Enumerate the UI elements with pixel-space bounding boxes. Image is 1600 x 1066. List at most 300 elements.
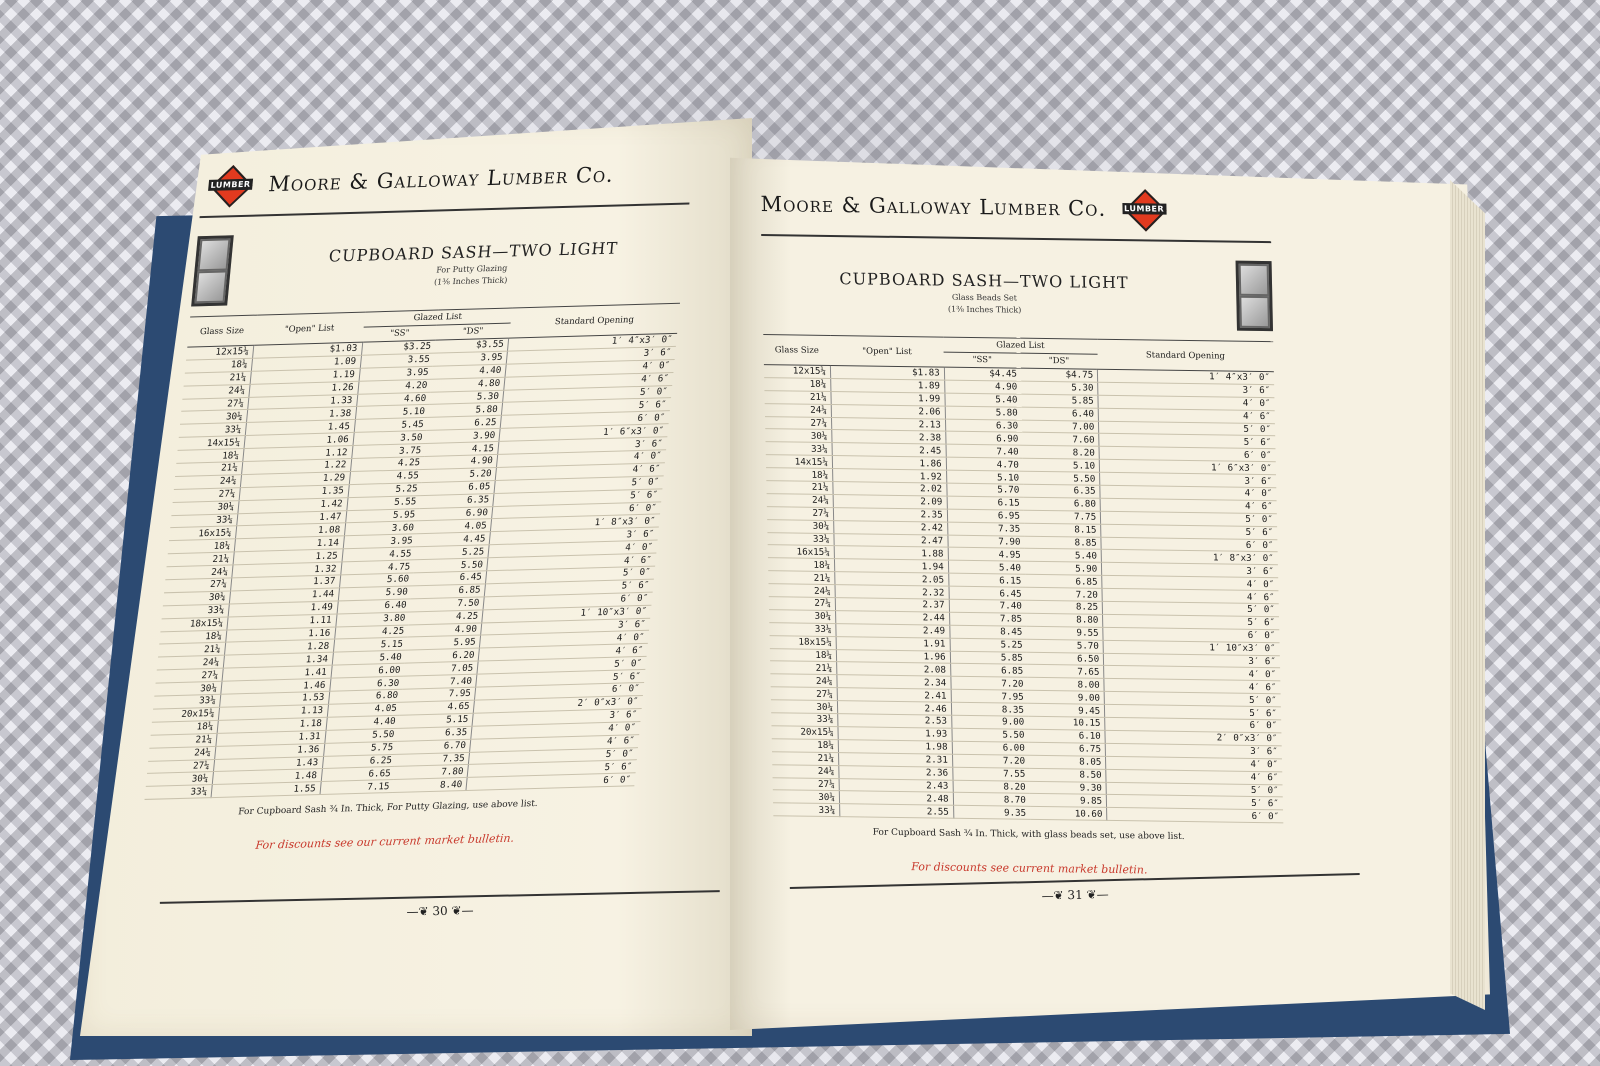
cell-gs: 14x15¼ [178,436,246,451]
cell-op: 2.13 [831,417,945,431]
cell-op: 1.14 [234,536,344,552]
cell-ss: 7.20 [951,677,1028,691]
cell-gs: 21¼ [764,390,831,404]
cell-std: 1′ 6″x3′ 0″ [1100,460,1277,475]
cell-gs: 33¼ [767,532,834,546]
cell-ds: 6.25 [427,416,501,431]
cell-ss: 4.60 [356,392,430,407]
cell-ds: 6.85 [1025,574,1102,588]
cell-ss: 4.75 [340,560,414,575]
cell-ss: 4.40 [326,715,400,730]
cell-ds: 6.10 [1028,729,1105,743]
cell-ds: 5.15 [399,713,473,728]
cell-std: 1′ 8″x3′ 0″ [1101,550,1278,565]
cell-gs: 27¼ [773,777,840,791]
cell-ss: 3.95 [343,534,417,549]
cell-op: 2.09 [833,494,947,508]
left-header [200,146,695,218]
company-name: Moore & Galloway Lumber Co. [267,162,616,197]
cell-ds: 5.20 [422,467,496,482]
cell-ss: 7.15 [320,780,394,795]
cell-ds: 4.05 [417,519,491,534]
cell-ss: 7.40 [949,599,1026,613]
cell-ss: 8.45 [949,625,1026,639]
cell-op: 1.94 [834,559,948,573]
cell-ds: 7.50 [410,597,484,612]
cell-ss: 6.15 [948,573,1025,587]
cell-ss: 6.85 [950,664,1027,678]
cell-ss: 7.20 [952,754,1029,768]
cell-op: 2.44 [836,611,950,625]
cell-ss: 4.20 [357,379,431,394]
cell-std: 3′ 6″ [1102,563,1279,578]
right-title-row [762,254,1273,331]
cell-ds: 5.85 [1021,394,1098,408]
cell-op: 1.12 [243,446,353,462]
cell-std: 5′ 0″ [477,657,646,675]
cell-ss: 5.40 [948,561,1025,575]
cell-ds: 6.05 [421,480,495,495]
cell-gs: 20x15¼ [771,726,838,740]
cell-ds: 8.40 [393,778,467,793]
lumber-logo-icon: LUMBER [201,169,260,201]
cell-op: 2.36 [839,765,953,779]
cell-gs: 21¼ [149,733,217,748]
cell-ss: 6.25 [322,754,396,769]
cell-ds: 5.90 [1025,562,1102,576]
cell-op: 1.38 [246,407,356,423]
cell-op: 2.35 [833,507,947,521]
cell-std: 5′ 6″ [493,489,662,507]
cell-gs: 18¼ [159,630,227,645]
cell-std: 6′ 0″ [1107,808,1284,823]
page-edges [1450,180,1485,1010]
right-header [760,178,1271,243]
cell-ds: 7.65 [1027,665,1104,679]
cell-op: 1.08 [235,523,345,539]
cell-ss: 6.30 [329,676,403,691]
cell-gs: 12x15¼ [186,345,254,360]
cell-op: 2.47 [834,533,948,547]
cell-gs: 33¼ [162,604,230,619]
cell-op: 1.28 [224,640,334,656]
cell-ss: 3.50 [353,431,427,446]
cell-ss: 6.40 [337,599,411,614]
cell-gs: 27¼ [147,759,215,774]
cell-ss: 4.25 [350,456,424,471]
page-number: —❦ 31 ❦— [1041,887,1109,903]
cell-op: 1.29 [240,471,350,487]
cell-op: 2.53 [838,714,952,728]
cell-ss: 6.45 [949,586,1026,600]
cell-std: 5′ 0″ [1101,511,1278,526]
cell-op: 1.92 [833,469,947,483]
cell-ss: 7.90 [948,535,1025,549]
cell-ss: 8.70 [953,793,1030,807]
cell-ss: 9.35 [953,806,1030,820]
cell-gs: 21¼ [158,643,226,658]
company-name: Moore & Galloway Lumber Co. [760,192,1107,221]
cell-ss: 4.05 [327,702,401,717]
cell-ds: 8.15 [1024,523,1101,537]
cell-ds: 6.35 [420,493,494,508]
cell-std: 6′ 0″ [1103,627,1280,642]
cell-op: 2.49 [836,623,950,637]
cell-ds: 7.60 [1022,433,1099,447]
cell-op: 1.96 [836,649,950,663]
cell-std: 4′ 6″ [1100,498,1277,513]
cell-op: 2.05 [835,572,949,586]
cell-std: 4′ 0″ [1098,395,1275,410]
cell-ss: 5.55 [346,495,420,510]
cell-ss: 9.00 [951,715,1028,729]
cell-std: 5′ 0″ [1106,782,1283,797]
cell-std: 5′ 0″ [1104,692,1281,707]
cell-op: 1.44 [229,588,339,604]
cell-gs: 18¼ [772,739,839,753]
cell-ds: 5.40 [1025,549,1102,563]
cell-ss: 7.95 [951,689,1028,703]
cell-op: 1.32 [232,562,342,578]
cell-std: 4′ 6″ [504,372,673,390]
cell-ss: 5.40 [332,650,406,665]
cell-ss: 5.95 [345,508,419,523]
cell-op: 2.48 [839,791,953,805]
cell-op: 1.98 [838,739,952,753]
cell-op: 1.49 [228,601,338,617]
cell-ss: 6.00 [952,741,1029,755]
page-title: CUPBOARD SASH—TWO LIGHT [839,268,1129,292]
price-table-left [144,303,680,800]
cell-std: 5′ 6″ [1107,795,1284,810]
cell-gs: 21¼ [167,552,235,567]
cell-op: $1.03 [253,342,363,358]
cell-gs: 33¼ [766,442,833,456]
cell-op: 2.43 [839,778,953,792]
cell-std: 6′ 0″ [1105,717,1282,732]
cell-ds: 7.40 [403,674,477,689]
cell-ds: 10.60 [1030,807,1107,821]
cell-op: 2.34 [837,675,951,689]
cell-gs: 30¼ [146,772,214,787]
cell-ss: 7.35 [947,522,1024,536]
cell-ds: 8.50 [1029,768,1106,782]
cell-ds: 7.05 [404,661,478,676]
header-glass-size: Glass Size [763,335,830,366]
cell-std: 5′ 0″ [469,747,638,765]
cell-std: 5′ 6″ [484,579,653,597]
cell-ss: 3.95 [359,366,433,381]
cell-ds: 6.45 [412,571,486,586]
cell-op: 2.06 [831,404,945,418]
cell-gs: 33¼ [773,803,840,817]
cell-std: 4′ 0″ [480,631,649,649]
cell-std: 4′ 0″ [497,450,666,468]
cell-op: 2.46 [837,701,951,715]
page-subtitle: Glass Beads Set [951,292,1018,303]
cell-std: 3′ 6″ [1105,743,1282,758]
cell-gs: 24¼ [148,746,216,761]
cell-ss: 5.60 [339,573,413,588]
cell-ds: 4.25 [409,610,483,625]
cell-ds: 6.50 [1027,652,1104,666]
cell-ss: 4.95 [948,548,1025,562]
cell-op: 1.26 [249,381,359,397]
cell-std: 4′ 0″ [505,359,674,377]
cell-ds: 7.35 [395,752,469,767]
header-ss: "SS" [944,352,1021,368]
cell-ds: 5.30 [429,390,503,405]
cell-ds: 5.80 [428,403,502,418]
cell-gs: 24¼ [165,565,233,580]
cell-std: 4′ 0″ [1104,666,1281,681]
cell-std: 4′ 6″ [478,644,647,662]
cell-op: 1.89 [831,378,945,392]
cell-op: 1.37 [231,575,341,591]
cell-ss: 4.25 [334,625,408,640]
cell-gs: 21¼ [766,481,833,495]
cell-ss: 5.50 [324,728,398,743]
cell-ds: 10.15 [1028,716,1105,730]
cell-ds: 7.80 [394,765,468,780]
cell-op: 1.55 [211,782,321,798]
cell-std: 5′ 0″ [1102,601,1279,616]
cell-ss: 5.45 [354,418,428,433]
cell-op: 1.34 [223,652,333,668]
cell-std: 6′ 0″ [1099,447,1276,462]
header-standard-opening: Standard Opening [1097,339,1274,371]
cell-std: 6′ 0″ [1101,537,1278,552]
cell-gs: 21¼ [768,571,835,585]
cell-ds: 6.70 [396,739,470,754]
cell-ds: 6.35 [1023,484,1100,498]
cell-ss: 3.55 [360,353,434,368]
cell-gs: 27¼ [156,668,224,683]
cell-gs: 24¼ [767,494,834,508]
page-title: CUPBOARD SASH—TWO LIGHT [328,237,619,266]
cell-std: 5′ 6″ [476,670,645,688]
cell-ss: 6.65 [321,767,395,782]
cell-ds: 4.65 [400,700,474,715]
cell-gs: 21¼ [184,371,252,386]
cell-ds: 3.95 [433,351,507,366]
cell-op: 1.35 [239,484,349,500]
cell-ss: 6.30 [945,419,1022,433]
header-glazed-list: Glazed List [364,308,512,327]
cell-ds: 9.55 [1026,626,1103,640]
cell-gs: 18¼ [168,539,236,554]
cell-std: 5′ 6″ [1099,434,1276,449]
cell-ds: 9.30 [1029,781,1106,795]
cell-ds: 4.90 [423,454,497,469]
cell-gs: 30¼ [765,429,832,443]
cell-gs: 24¼ [174,475,242,490]
cell-gs: 30¼ [180,410,248,425]
cell-std: 4′ 6″ [487,553,656,571]
cell-op: 1.41 [222,665,332,681]
cell-std: 6′ 0″ [466,773,635,791]
cell-ds: 6.20 [405,648,479,663]
cell-ds: 5.50 [414,558,488,573]
cell-ss: 8.20 [953,780,1030,794]
cell-ss: 5.25 [348,482,422,497]
cell-ds: 6.80 [1024,497,1101,511]
cell-ds: 5.10 [1023,458,1100,472]
cell-std: 5′ 0″ [1099,421,1276,436]
cell-ds: 5.50 [1023,471,1100,485]
cell-ss: 7.55 [952,767,1029,781]
cell-std: 4′ 6″ [1102,588,1279,603]
cell-gs: 18¼ [151,720,219,735]
cell-ds: 5.70 [1027,639,1104,653]
cell-ds: 8.20 [1022,446,1099,460]
cell-op: 1.48 [212,769,322,785]
cell-gs: 18x15¼ [770,635,837,649]
cell-std: 5′ 0″ [494,476,663,494]
cell-ss: 5.10 [946,470,1023,484]
cell-ds: 6.85 [411,584,485,599]
cell-ss: 3.60 [344,521,418,536]
cell-std: 4′ 0″ [488,540,657,558]
cell-ds: 9.85 [1030,794,1107,808]
cell-std: 6′ 0″ [475,682,644,700]
cell-std: 3′ 6″ [1100,472,1277,487]
cell-std: 1′ 8″x3′ 0″ [491,514,660,532]
cell-op: 1.93 [838,727,952,741]
cell-gs: 16x15¼ [768,545,835,559]
cell-gs: 27¼ [771,687,838,701]
cell-ds: 6.75 [1029,742,1106,756]
cell-std: 5′ 6″ [502,398,671,416]
cell-gs: 33¼ [153,694,221,709]
cell-std: 4′ 6″ [495,463,664,481]
cell-gs: 21¼ [772,751,839,765]
cell-ds: 6.35 [398,726,472,741]
page-number: —❦ 30 ❦— [406,903,474,919]
cell-ds: 4.40 [432,364,506,379]
cell-std: 4′ 0″ [1106,756,1283,771]
cell-gs: 27¼ [173,487,241,502]
cell-ss: 4.90 [944,380,1021,394]
cell-ds: 9.45 [1028,703,1105,717]
cell-op: 1.46 [221,678,331,694]
cell-ds: 9.00 [1028,691,1105,705]
cell-gs: 24¼ [772,764,839,778]
price-table-right [763,334,1283,823]
cell-gs: 30¼ [767,519,834,533]
cell-gs: 30¼ [773,790,840,804]
table-note: For Cupboard Sash ¾ In. Thick, with glass beads set, use above list. [872,827,1185,843]
cell-gs: 30¼ [771,700,838,714]
cell-ds: 5.95 [406,635,480,650]
page-subtitle: For Putty Glazing [435,263,508,275]
cell-ss: 5.85 [950,651,1027,665]
cell-std: 3′ 6″ [489,527,658,545]
header-standard-opening: Standard Opening [509,303,680,338]
cell-std: 3′ 6″ [1104,653,1281,668]
cell-ss: 5.40 [945,393,1022,407]
cell-op: 1.36 [215,743,325,759]
cell-gs: 30¼ [769,610,836,624]
cell-std: 6′ 0″ [492,501,661,519]
cell-std: 5′ 6″ [467,760,636,778]
cell-ss: 7.85 [949,612,1026,626]
cell-gs: 18¼ [770,648,837,662]
cell-op: 1.47 [237,510,347,526]
cell-std: 6′ 0″ [483,592,652,610]
cell-ds: 7.20 [1025,587,1102,601]
cell-ds: 7.95 [401,687,475,702]
cupboard-sash-icon [191,235,234,306]
cell-gs: 18¼ [766,468,833,482]
cell-op: 1.88 [834,546,948,560]
cell-ds: 4.90 [407,623,481,638]
cell-op: 2.55 [840,804,954,818]
cell-std: 4′ 6″ [1098,408,1275,423]
cell-std: 4′ 0″ [1102,576,1279,591]
cell-std: 1′ 4″x3′ 0″ [508,333,677,351]
cell-gs: 24¼ [182,384,250,399]
cell-gs: 18¼ [185,358,253,373]
cell-gs: 27¼ [181,397,249,412]
cell-ss: 4.55 [342,547,416,562]
cell-std: 1′ 4″x3′ 0″ [1098,369,1275,384]
cell-gs: 33¼ [179,423,247,438]
cell-gs: 27¼ [767,506,834,520]
cell-ds: 8.80 [1026,613,1103,627]
cell-ss: 6.95 [947,509,1024,523]
cell-std: 4′ 6″ [470,734,639,752]
cell-std: 6′ 0″ [500,411,669,429]
cell-op: 1.16 [226,627,336,643]
cell-ss: 3.80 [335,612,409,627]
cell-gs: 30¼ [163,591,231,606]
cell-ds: 6.40 [1022,407,1099,421]
cell-ds: 7.75 [1024,510,1101,524]
cell-gs: 30¼ [154,681,222,696]
header-ds: "DS" [436,323,511,340]
header-ds: "DS" [1021,353,1098,369]
cell-ds: 8.25 [1026,600,1103,614]
cell-op: 2.02 [833,482,947,496]
cell-op: 2.41 [837,688,951,702]
cell-op: 2.08 [837,662,951,676]
cell-ss: 7.40 [946,444,1023,458]
cell-gs: 33¼ [170,513,238,528]
header-open-list: "Open" List [830,335,944,367]
cell-op: 2.42 [834,520,948,534]
cell-std: 5′ 6″ [1101,524,1278,539]
cell-std: 4′ 6″ [1106,769,1283,784]
cell-ss: 5.90 [338,586,412,601]
cell-gs: 24¼ [770,674,837,688]
cell-op: 1.31 [216,730,326,746]
cell-gs: 33¼ [145,785,213,800]
cell-ds: 6.90 [418,506,492,521]
cell-std: 4′ 6″ [1104,679,1281,694]
cell-ds: 7.00 [1022,420,1099,434]
cell-gs: 21¼ [770,661,837,675]
cell-gs: 27¼ [769,597,836,611]
cell-gs: 18x15¼ [160,617,228,632]
cell-std: 1′ 10″x3′ 0″ [1103,640,1280,655]
cell-ss: 5.25 [950,638,1027,652]
cell-op: 1.22 [242,459,352,475]
cell-ss: $3.25 [361,340,435,355]
cell-op: 1.91 [836,636,950,650]
cell-ss: 6.15 [947,496,1024,510]
cell-ss: 8.35 [951,702,1028,716]
